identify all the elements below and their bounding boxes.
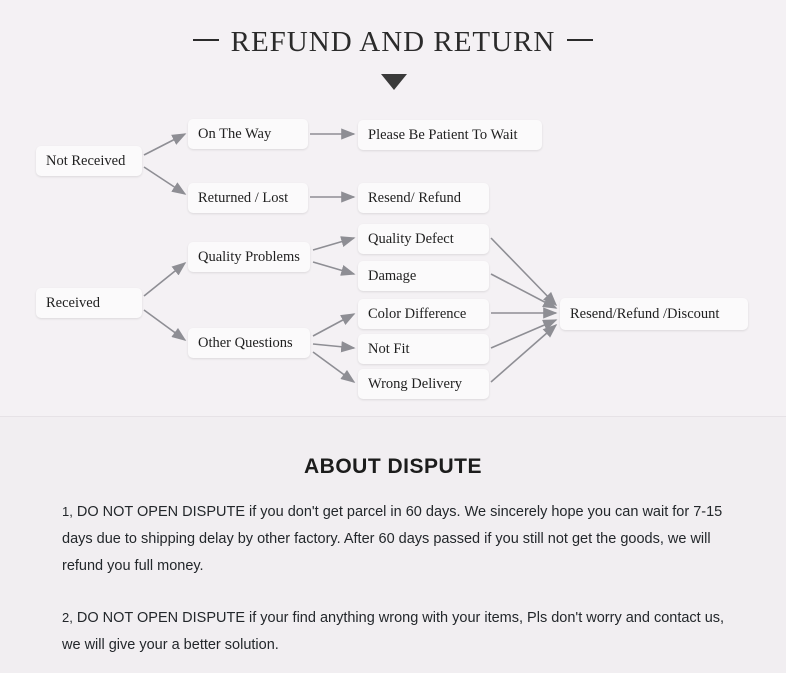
node-received[interactable] [36, 288, 142, 318]
node-label: Quality Defect [368, 230, 454, 247]
node-wrong-delivery[interactable] [358, 369, 489, 399]
node-label: Not Received [46, 152, 126, 169]
dispute-item-1-number: 1, [62, 504, 73, 519]
node-label: Not Fit [368, 340, 410, 357]
dispute-item-1 [62, 499, 734, 579]
node-other-questions[interactable] [188, 328, 310, 358]
about-dispute-title: ABOUT DISPUTE [303, 455, 482, 478]
dispute-item-2-number: 2, [62, 610, 73, 625]
dispute-item-1-text: DO NOT OPEN DISPUTE if you don't get parcel in 60 days. We sincerely hope you can wait for 7-15 days due to shipping delay by other factory. After 60 days passed if you still not get the goods, we will refund you full money. [62, 504, 723, 574]
node-not-received[interactable] [36, 146, 142, 176]
node-label: On The Way [198, 125, 272, 142]
node-resend-refund-discount[interactable] [560, 298, 748, 330]
node-quality-defect[interactable] [358, 224, 489, 254]
about-dispute-section [0, 416, 786, 673]
node-label: Returned / Lost [198, 189, 289, 206]
node-label: Wrong Delivery [368, 375, 463, 392]
page-title-text: REFUND AND RETURN [230, 26, 556, 58]
node-on-the-way[interactable] [188, 119, 308, 149]
node-returned-lost[interactable] [188, 183, 308, 213]
node-damage[interactable] [358, 261, 489, 291]
node-label: Color Difference [368, 305, 467, 322]
node-label: Resend/Refund /Discount [570, 305, 720, 322]
node-color-difference[interactable] [358, 299, 489, 329]
dispute-item-2 [62, 605, 734, 659]
node-label: Damage [368, 267, 417, 284]
node-label: Received [46, 294, 100, 311]
dispute-item-2-text: DO NOT OPEN DISPUTE if your find anything wrong with your items, Pls don't worry and contact us, we will give your a better solution. [62, 610, 725, 653]
node-label: Resend/ Refund [368, 189, 462, 206]
node-not-fit[interactable] [358, 334, 489, 364]
node-quality-problems[interactable] [188, 242, 310, 272]
node-label: Other Questions [198, 334, 293, 351]
node-resend-refund[interactable] [358, 183, 489, 213]
node-please-be-patient-to-wait[interactable] [358, 120, 542, 150]
node-label: Quality Problems [198, 248, 300, 265]
node-label: Please Be Patient To Wait [368, 126, 518, 143]
